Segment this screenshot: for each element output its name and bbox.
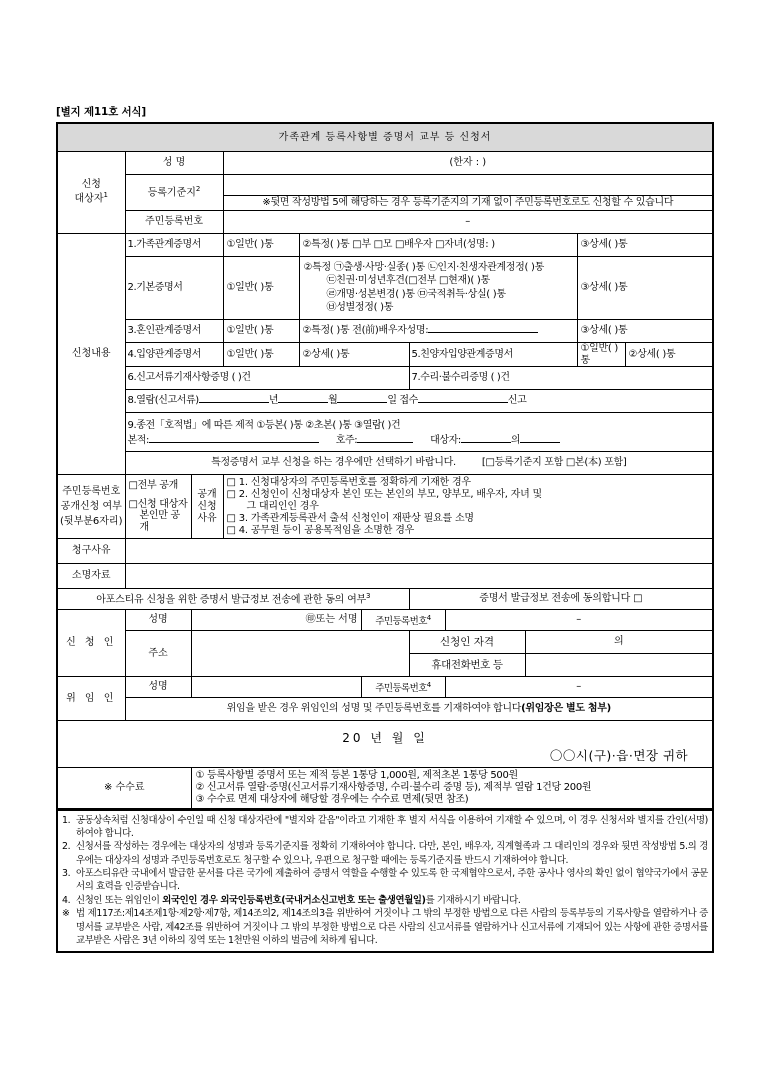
content-row2-specific-line1: ②특정 ㉠출생·사망·실종( )통 ㉡인지·친생자관계정정( )통 (303, 261, 544, 273)
office-line: 〇〇시(구)·읍·면장 귀하 (549, 748, 689, 764)
footnote-4-text (76, 894, 708, 907)
footnote-3-number: 3. (62, 868, 71, 880)
applicant-name-input[interactable]: ㊞또는 서명 (191, 610, 361, 631)
fee-item-3: ③ 수수료 면제 대상자에 해당할 경우에는 수수료 면제(뒷면 참조) (195, 793, 469, 805)
applicant-rrn-input[interactable]: – (445, 610, 713, 631)
content-select-options: [□등록기준지 포함 □본(本) 포함] (481, 457, 627, 469)
rrn-disclosure-label-line1: 주민등록번호 (62, 486, 121, 498)
applicant-address-label: 주소 (125, 631, 191, 677)
content-row4-detail[interactable]: ②상세( )통 (299, 342, 409, 367)
content-row1-title: 1.가족관계증명서 (125, 233, 223, 256)
content-row1-general[interactable]: ①일반( )통 (223, 233, 299, 256)
claim-reason-label: 청구사유 (57, 539, 125, 564)
reason-label-line2: 신청 (197, 500, 217, 512)
content-row1-detail[interactable]: ③상세( )통 (577, 233, 713, 256)
apostille-superscript: 3 (366, 592, 371, 601)
content-row3-detail[interactable]: ③상세( )통 (577, 319, 713, 342)
content-row7[interactable]: 7.수리·불수리증명 ( )건 (409, 367, 713, 390)
fee-list (191, 768, 713, 809)
content-row3-specific[interactable]: ②특정( )통 전(前)배우자성명: (299, 319, 577, 342)
reason-item-4[interactable]: □ 4. 공무원 등이 공용목적임을 소명한 경우 (226, 524, 415, 536)
date-and-office-block (57, 721, 713, 768)
subject-label-line1: 신청 (81, 179, 101, 191)
rrn-disclosure-options[interactable] (125, 475, 191, 539)
subject-name-label: 성 명 (125, 152, 223, 175)
footnote-4-text-post: 를 기재하시기 바랍니다. (425, 894, 521, 906)
form-title: 가족관계 등록사항별 증명서 교부 등 신청서 (57, 123, 713, 152)
subject-registry-note: ※뒷면 작성방법 5에 해당하는 경우 등록기준지의 기재 없이 주민등록번호로도 신청할 수 있습니다 (223, 196, 713, 211)
content-row4-general[interactable]: ①일반( )통 (223, 342, 299, 367)
main-form-table (56, 122, 714, 810)
delegator-label: 위 임 인 (57, 677, 125, 721)
fee-item-1: ① 등록사항별 증명서 또는 제적 등본 1통당 1,000원, 제적초본 1통당 500원 (195, 770, 518, 782)
delegator-rrn-label: 주민등록번호$^4$ (361, 677, 445, 698)
rrn-disclosure-label-line2: 공개신청 여부 (60, 501, 122, 513)
footnote-2-text: 신청서를 작성하는 경우에는 대상자의 성명과 등록기준지를 정확히 기재하여야 합니다. 다만, 본인, 배우자, 직계혈족과 그 대리인의 경우와 뒷면 작성방법 5.의 경우에는 대상자의 성명과 주민등록번호로도 청구할 수 있으나, 우편으로 청구할 때에는 등록기준지를 반드시 기재하여야 합니다. (76, 841, 708, 866)
delegator-rrn-superscript: 4 (426, 680, 431, 689)
applicant-name-label: 성명 (125, 610, 191, 631)
delegation-note-bold: (위임장은 별도 첨부) (521, 703, 611, 715)
delegator-name-label: 성명 (125, 677, 191, 698)
reason-item-1[interactable]: □ 1. 신청대상자의 주민등록번호를 정확하게 기재한 경우 (226, 477, 471, 489)
footnote-2-number: 2. (62, 841, 71, 853)
content-row8[interactable]: 8.열람(신고서류) 년 월 일 접수 신고 (125, 390, 713, 413)
applicant-address-input[interactable] (191, 631, 409, 677)
content-row9-line1: 9.종전「호적법」에 따른 제적 ①등본( )통 ②초본( )통 ③열람( )건 (127, 420, 401, 432)
evidence-input[interactable] (125, 564, 713, 589)
subject-name-input[interactable]: (한자 : ) (223, 152, 713, 175)
content-row2-specific-line2: ㉢친권·미성년후견(□전부 □현재)( )통 (326, 275, 490, 287)
subject-registry-label: 등록기준지$^2$ (125, 175, 223, 211)
content-row5-title: 5.친양자입양관계증명서 (409, 342, 577, 367)
apostille-consent-checkbox[interactable]: 증명서 발급정보 전송에 동의합니다 □ (409, 589, 713, 610)
form-page (56, 0, 714, 953)
footnote-3 (62, 867, 708, 894)
rrn-disclosure-reason-label (191, 475, 223, 539)
claim-reason-input[interactable] (125, 539, 713, 564)
delegation-note: 위임을 받은 경우 위임인의 성명 및 주민등록번호를 기재하여야 합니다(위임장은 별도 첨부) (125, 698, 713, 721)
subject-rrn-input[interactable]: – (223, 210, 713, 233)
applicant-phone-label: 휴대전화번호 등 (409, 654, 525, 677)
applicant-qualification-label: 신청인 자격 (409, 631, 525, 654)
subject-label (57, 152, 125, 234)
content-row2-general[interactable]: ①일반( )통 (223, 256, 299, 319)
applicant-label: 신 청 인 (57, 610, 125, 677)
content-row4-title: 4.입양관계증명서 (125, 342, 223, 367)
footnote-1-number: 1. (62, 814, 71, 826)
content-row1-specific[interactable]: ②특정( )통 □부 □모 □배우자 □자녀(성명: ) (299, 233, 577, 256)
footnote-4-text-bold: 외국인인 경우 외국인등록번호(국내거소신고번호 또는 출생연월일) (162, 894, 426, 906)
content-row6[interactable]: 6.신고서류기재사항증명 ( )건 (125, 367, 409, 390)
form-id-label: [별지 제11호 서식] (56, 106, 146, 118)
reason-label-line1: 공개 (197, 489, 217, 501)
subject-label-line2: 대상자$^1$ (74, 191, 108, 205)
reason-label-line3: 사유 (197, 512, 217, 524)
content-row3-title: 3.혼인관계증명서 (125, 319, 223, 342)
content-label: 신청내용 (57, 233, 125, 475)
rrn-disclosure-label-line3: (뒷부분6자리) (60, 516, 123, 528)
footnote-1 (62, 814, 708, 841)
content-row2-specific-line4: ㉥성별정정( )통 (326, 302, 394, 314)
rrn-disclosure-label (57, 475, 125, 539)
subject-label-superscript: 1 (103, 191, 108, 200)
footnote-law-text: 법 제117조:제14조제1항·제2항·제7항, 제14조의2, 제14조의3을 위반하여 거짓이나 그 밖의 부정한 방법으로 다른 사람의 등록부등의 기록사항을 열람하거나 증명서를 교부받은 사람, 제42조를 위반하여 거짓이나 그 밖의 부정한 방법으로 다른 사람의 신고서류를 열람하거나 신고서류에 기재되어 있는 사항에 관한 증명서를 교부받은 사람은 3년 이하의 징역 또는 1천만원 이하의 벌금에 처하게 됩니다. (76, 908, 708, 946)
footnote-4 (62, 894, 708, 907)
subject-registry-input[interactable] (223, 175, 713, 196)
evidence-label: 소명자료 (57, 564, 125, 589)
footnote-law-marker: ※ (62, 908, 70, 920)
footnotes-block (56, 810, 714, 953)
applicant-rrn-superscript: 4 (426, 613, 431, 622)
content-row2-specific[interactable] (299, 256, 577, 319)
delegator-rrn-input[interactable]: – (445, 677, 713, 698)
content-row2-title: 2.기본증명서 (125, 256, 223, 319)
date-line[interactable]: 20 년 월 일 (342, 730, 428, 745)
fee-label: ※ 수수료 (57, 768, 191, 809)
fee-item-2: ② 신고서류 열람·증명(신고서류기재사항증명, 수리·불수리 증명 등), 제적부 열람 1건당 200원 (195, 782, 592, 794)
applicant-phone-input[interactable] (525, 654, 713, 677)
reason-item-3[interactable]: □ 3. 가족관계등록관서 출석 신청인이 재판상 필요를 소명 (226, 512, 474, 524)
footnote-4-number: 4. (62, 894, 71, 906)
applicant-qualification-input[interactable]: 의 (525, 631, 713, 654)
rrn-disclosure-reason-list[interactable] (223, 475, 713, 539)
registry-superscript: 2 (195, 185, 201, 194)
delegator-name-input[interactable] (191, 677, 361, 698)
reason-item-2[interactable]: □ 2. 신청인이 신청대상자 본인 또는 본인의 부모, 양부모, 배우자, 자녀 및 (226, 489, 543, 501)
content-row3-general[interactable]: ①일반( )통 (223, 319, 299, 342)
content-row9[interactable] (125, 413, 713, 452)
content-row2-detail[interactable]: ③상세( )통 (577, 256, 713, 319)
content-row9-line2: 본적: 호주: 대상자: 의 (128, 435, 713, 447)
content-row3-prev-spouse-input[interactable] (428, 332, 538, 333)
reason-item-2-cont: 그 대리인인 경우 (246, 500, 319, 512)
content-row5-general[interactable]: ①일반( )통 (577, 342, 625, 367)
footnote-1-text: 공동상속처럼 신청대상이 수인일 때 신청 대상자란에 "별지와 같음"이라고 기재한 후 별지 서식을 이용하여 기재할 수 있으며, 이 경우 신청서와 별지를 간인(서명)하여야 합니다. (76, 814, 708, 840)
subject-rrn-label: 주민등록번호 (125, 210, 223, 233)
footnote-law (62, 907, 708, 947)
apostille-label: 아포스티유 신청을 위한 증명서 발급정보 전송에 관한 동의 여부$^3$ (57, 589, 409, 610)
content-row2-specific-line3: ㉣개명·성본변경( )통 ㉤국적취득·상실( )통 (326, 288, 506, 300)
applicant-rrn-label: 주민등록번호$^4$ (361, 610, 445, 631)
rrn-disclosure-option-all[interactable]: □전부 공개 (128, 479, 178, 491)
footnote-3-text: 아포스티유란 국내에서 발급한 문서를 다른 국가에 제출하여 증명서 역할을 수행할 수 있도록 한 국제협약으로서, 주한 공사나 영사의 확인 없이 협약국가에서 공문서의 효력을 인증받습니다. (76, 868, 708, 893)
footnote-4-text-pre: 신청인 또는 위임인이 (76, 894, 163, 906)
content-row5-detail[interactable]: ②상세( )통 (625, 342, 713, 367)
content-select-note: 특정증명서 교부 신청을 하는 경우에만 선택하기 바랍니다. [□등록기준지 포함 □본(本) 포함] (125, 452, 713, 475)
footnote-2 (62, 840, 708, 867)
rrn-disclosure-option-self[interactable]: □신청 대상자 본인만 공개 (128, 498, 188, 534)
